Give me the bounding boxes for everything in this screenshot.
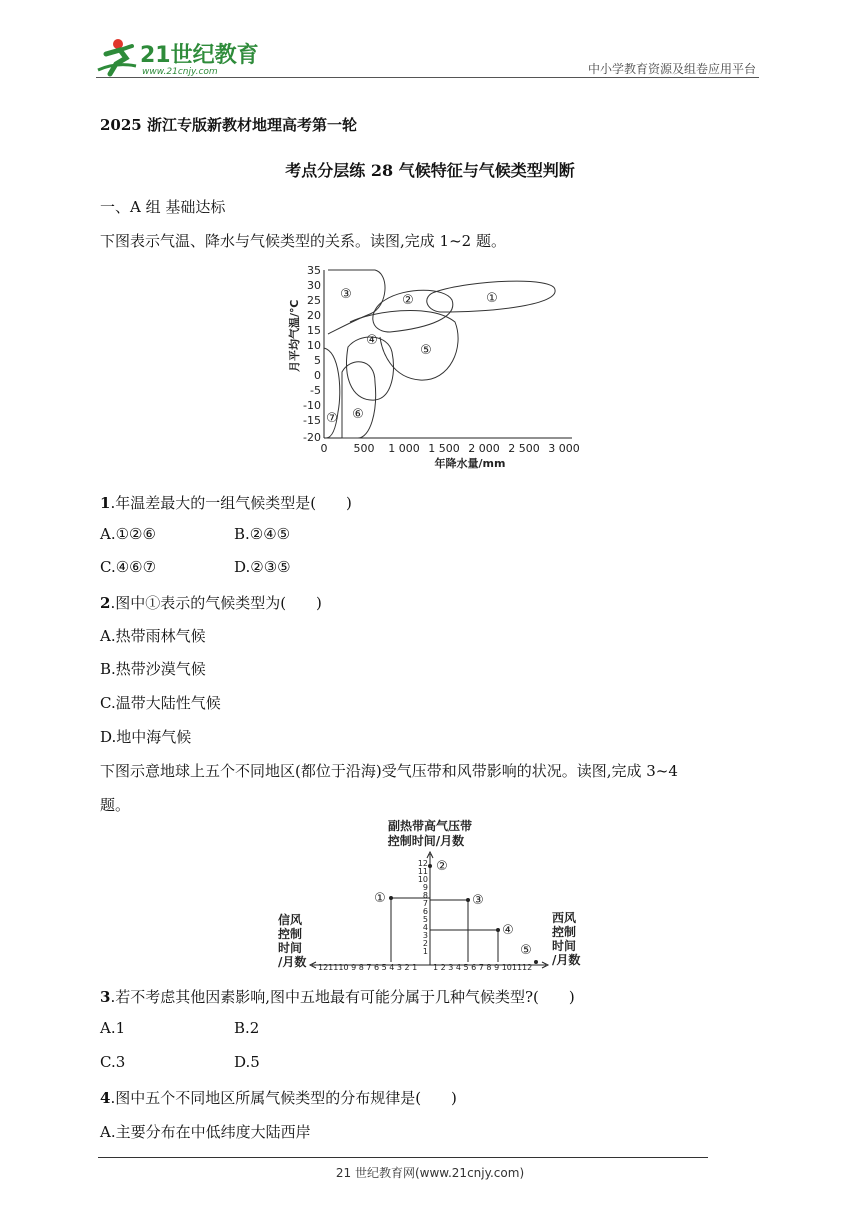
left-label-line: 信风 — [278, 913, 303, 927]
x-tick: 500 — [353, 442, 375, 455]
y-tick: 20 — [307, 309, 321, 322]
question-3: 3.若不考虑其他因素影响,图中五地最有可能分属于几种气候类型?( ) — [100, 988, 575, 1006]
left-label-line: /月数 — [278, 955, 307, 969]
y-tick: 2 — [422, 939, 428, 948]
y-tick: 35 — [307, 264, 321, 277]
point-label: ④ — [502, 923, 514, 938]
left-label-line: 控制 — [278, 927, 303, 941]
point-1-dot — [389, 896, 393, 900]
y-tick: -15 — [303, 414, 321, 427]
x-ticks-right: 1 2 3 4 5 6 7 8 9 101112 — [433, 963, 533, 972]
point-5-dot — [534, 960, 538, 964]
point-label: ② — [436, 859, 448, 874]
point-2-dot — [428, 864, 432, 868]
y-tick: 5 — [314, 354, 321, 367]
question-2: 2.图中①表示的气候类型为( ) — [100, 594, 322, 612]
logo-url-text: www.21cnjy.com — [142, 67, 218, 77]
y-tick: 6 — [422, 907, 428, 916]
q2-option-a[interactable]: A.热带雨林气候 — [100, 627, 206, 645]
x-ticks-left: 121110 9 8 7 6 5 4 3 2 1 — [318, 963, 418, 972]
x-tick: 3 000 — [548, 442, 580, 455]
region-label: ② — [402, 293, 414, 308]
x-tick: 1 000 — [388, 442, 420, 455]
question-4: 4.图中五个不同地区所属气候类型的分布规律是( ) — [100, 1089, 457, 1107]
intro-text-2: 下图示意地球上五个不同地区(都位于沿海)受气压带和风带影响的状况。读图,完成 3~4 — [100, 762, 678, 780]
right-label-line: 控制 — [552, 925, 577, 939]
x-tick: 0 — [320, 442, 328, 455]
logo-main-text: 21世纪教育 — [140, 43, 259, 68]
top-label-1: 副热带高气压带 — [387, 819, 473, 833]
climate-figure-1 — [280, 262, 580, 472]
y-tick: -5 — [310, 384, 321, 397]
point-4-dot — [496, 928, 500, 932]
x-tick: 2 500 — [508, 442, 540, 455]
q2-option-d[interactable]: D.地中海气候 — [100, 728, 192, 746]
y-tick: 10 — [307, 339, 321, 352]
region-label: ⑤ — [420, 343, 432, 358]
y-tick: 11 — [417, 867, 428, 876]
header-divider — [96, 77, 759, 78]
y-tick: 9 — [422, 883, 428, 892]
x-axis-label: 年降水量/mm — [434, 457, 506, 470]
y-tick: 15 — [307, 324, 321, 337]
intro-text-1: 下图表示气温、降水与气候类型的关系。读图,完成 1~2 题。 — [100, 232, 506, 250]
y-tick: 0 — [314, 369, 321, 382]
y-tick: 4 — [422, 923, 428, 932]
y-tick: 7 — [422, 899, 428, 908]
y-tick: 10 — [417, 875, 428, 884]
y-tick: 12 — [417, 859, 428, 868]
runner-icon — [98, 39, 136, 74]
region-label: ⑦ — [326, 411, 338, 426]
q3-option-b[interactable]: B.2 — [234, 1019, 260, 1037]
right-label-line: 时间 — [552, 939, 577, 953]
q1-option-c[interactable]: C.④⑥⑦ — [100, 558, 157, 576]
q1-option-a[interactable]: A.①②⑥ — [100, 525, 156, 543]
q3-option-c[interactable]: C.3 — [100, 1053, 126, 1071]
q2-option-b[interactable]: B.热带沙漠气候 — [100, 660, 206, 678]
x-tick: 1 500 — [428, 442, 460, 455]
q3-option-d[interactable]: D.5 — [234, 1053, 260, 1071]
y-tick: 30 — [307, 279, 321, 292]
top-label-2: 控制时间/月数 — [387, 834, 465, 848]
point-4-guides — [430, 930, 498, 962]
question-1: 1.年温差最大的一组气候类型是( ) — [100, 494, 352, 512]
y-tick: 5 — [422, 915, 428, 924]
point-label: ⑤ — [520, 943, 532, 958]
left-label-line: 时间 — [278, 941, 303, 955]
page-title: 考点分层练 28 气候特征与气候类型判断 — [285, 161, 575, 180]
y-tick: -20 — [303, 431, 321, 444]
q4-option-a[interactable]: A.主要分布在中低纬度大陆西岸 — [100, 1123, 311, 1141]
point-label: ③ — [472, 893, 484, 908]
series-title: 2025 浙江专版新教材地理高考第一轮 — [100, 116, 357, 134]
y-axis-label: 月平均气温/℃ — [288, 299, 301, 372]
q3-option-a[interactable]: A.1 — [100, 1019, 126, 1037]
q1-option-d[interactable]: D.②③⑤ — [234, 558, 291, 576]
point-3-guides — [430, 900, 468, 962]
section-heading: 一、A 组 基础达标 — [100, 198, 226, 216]
region-label: ① — [486, 291, 498, 306]
intro-text-2-cont: 题。 — [100, 796, 131, 814]
climate-figure-2 — [270, 818, 590, 976]
right-label-line: 西风 — [552, 911, 577, 925]
region-3 — [328, 270, 385, 334]
region-label: ④ — [366, 333, 378, 348]
footer-divider — [98, 1157, 708, 1158]
right-label-line: /月数 — [552, 953, 581, 967]
point-label: ① — [374, 891, 386, 906]
header-right-text: 中小学教育资源及组卷应用平台 — [587, 62, 756, 76]
point-3-dot — [466, 898, 470, 902]
y-tick: -10 — [303, 399, 321, 412]
y-tick: 25 — [307, 294, 321, 307]
q1-option-b[interactable]: B.②④⑤ — [234, 525, 291, 543]
region-label: ③ — [340, 287, 352, 302]
site-logo — [96, 36, 266, 78]
q2-option-c[interactable]: C.温带大陆性气候 — [100, 694, 221, 712]
x-tick: 2 000 — [468, 442, 500, 455]
y-tick: 8 — [422, 891, 428, 900]
y-tick: 3 — [422, 931, 428, 940]
y-tick: 1 — [422, 947, 428, 956]
region-label: ⑥ — [352, 407, 364, 422]
footer-text: 21 世纪教育网(www.21cnjy.com) — [335, 1166, 525, 1180]
